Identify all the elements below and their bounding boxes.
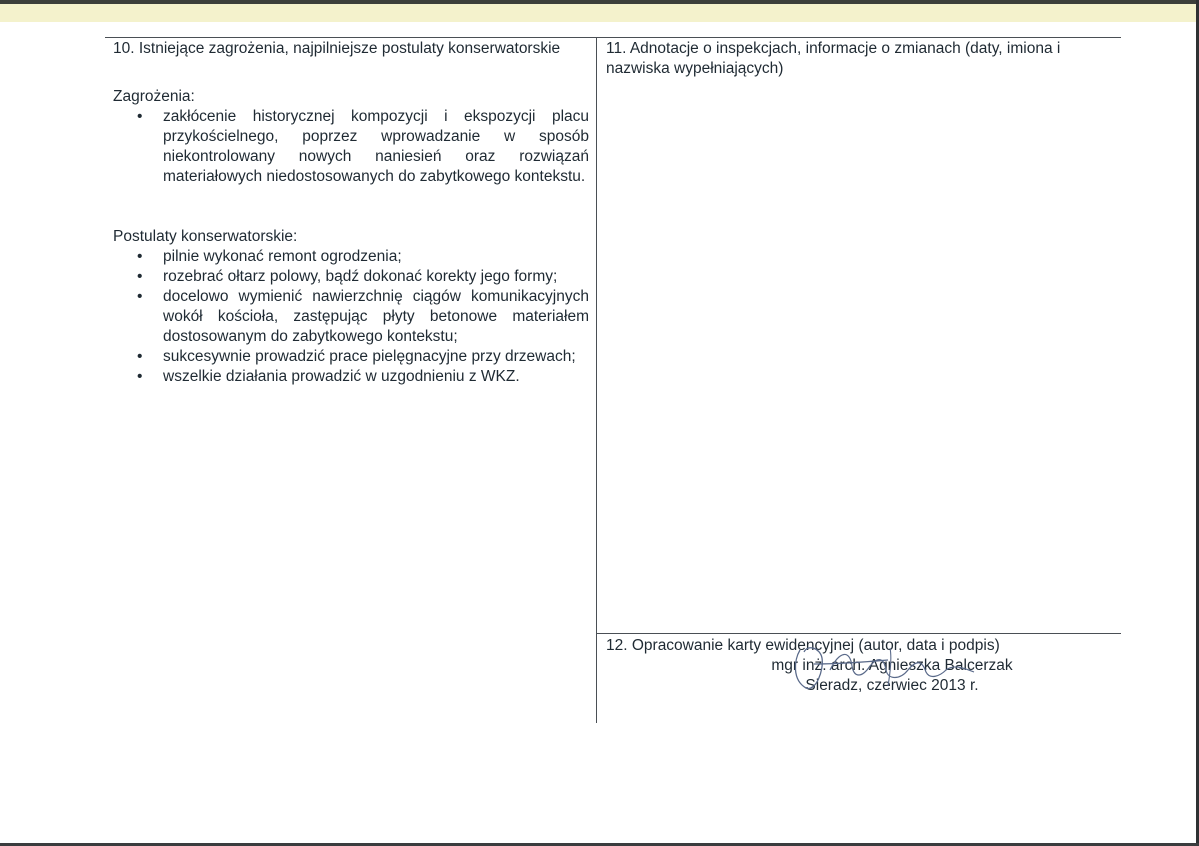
- table-column-divider: [596, 37, 597, 723]
- threats-title: Zagrożenia:: [113, 88, 195, 105]
- scan-top-edge: [0, 0, 1199, 22]
- section-12-heading: 12. Opracowanie karty ewidencyjnej (autor, data i podpis): [606, 637, 1000, 654]
- section-11: [606, 39, 1118, 79]
- place-and-date: Sieradz, czerwiec 2013 r.: [805, 677, 979, 694]
- section-11-heading: 11. Adnotacje o inspekcjach, informacje o zmianach (daty, imiona i nazwiska wypełniających): [606, 40, 1061, 77]
- section-10-heading: 10. Istniejące zagrożenia, najpilniejsze postulaty konserwatorskie: [113, 40, 561, 57]
- table-top-border: [105, 37, 1121, 38]
- author-name: mgr inż. arch. Agnieszka Balcerzak: [771, 657, 1013, 674]
- list-item: • sukcesywnie prowadzić prace pielęgnacyjne przy drzewach;: [113, 347, 589, 367]
- section-10: [113, 39, 589, 387]
- list-item: • pilnie wykonać remont ogrodzenia;: [113, 247, 589, 267]
- list-item: • rozebrać ołtarz polowy, bądź dokonać korekty jego formy;: [113, 267, 589, 287]
- postulates-title: Postulaty konserwatorskie:: [113, 228, 298, 245]
- list-item: • docelowo wymienić nawierzchnię ciągów komunikacyjnych wokół kościoła, zastępując płyty betonowe materiałem dostosowanym do zabytkowego kontekstu;: [113, 287, 589, 347]
- list-item: • zakłócenie historycznej kompozycji i ekspozycji placu przykościelnego, poprzez wprowadzanie w sposób niekontrolowany nowych naniesień oraz rozwiązań materiałowych niedostosowanych do zabytkowego kontekstu.: [113, 107, 589, 187]
- handwritten-signature: [770, 630, 990, 700]
- threats-list: [113, 107, 589, 187]
- postulates-list: [113, 247, 589, 387]
- list-item: • wszelkie działania prowadzić w uzgodnieniu z WKZ.: [113, 367, 589, 387]
